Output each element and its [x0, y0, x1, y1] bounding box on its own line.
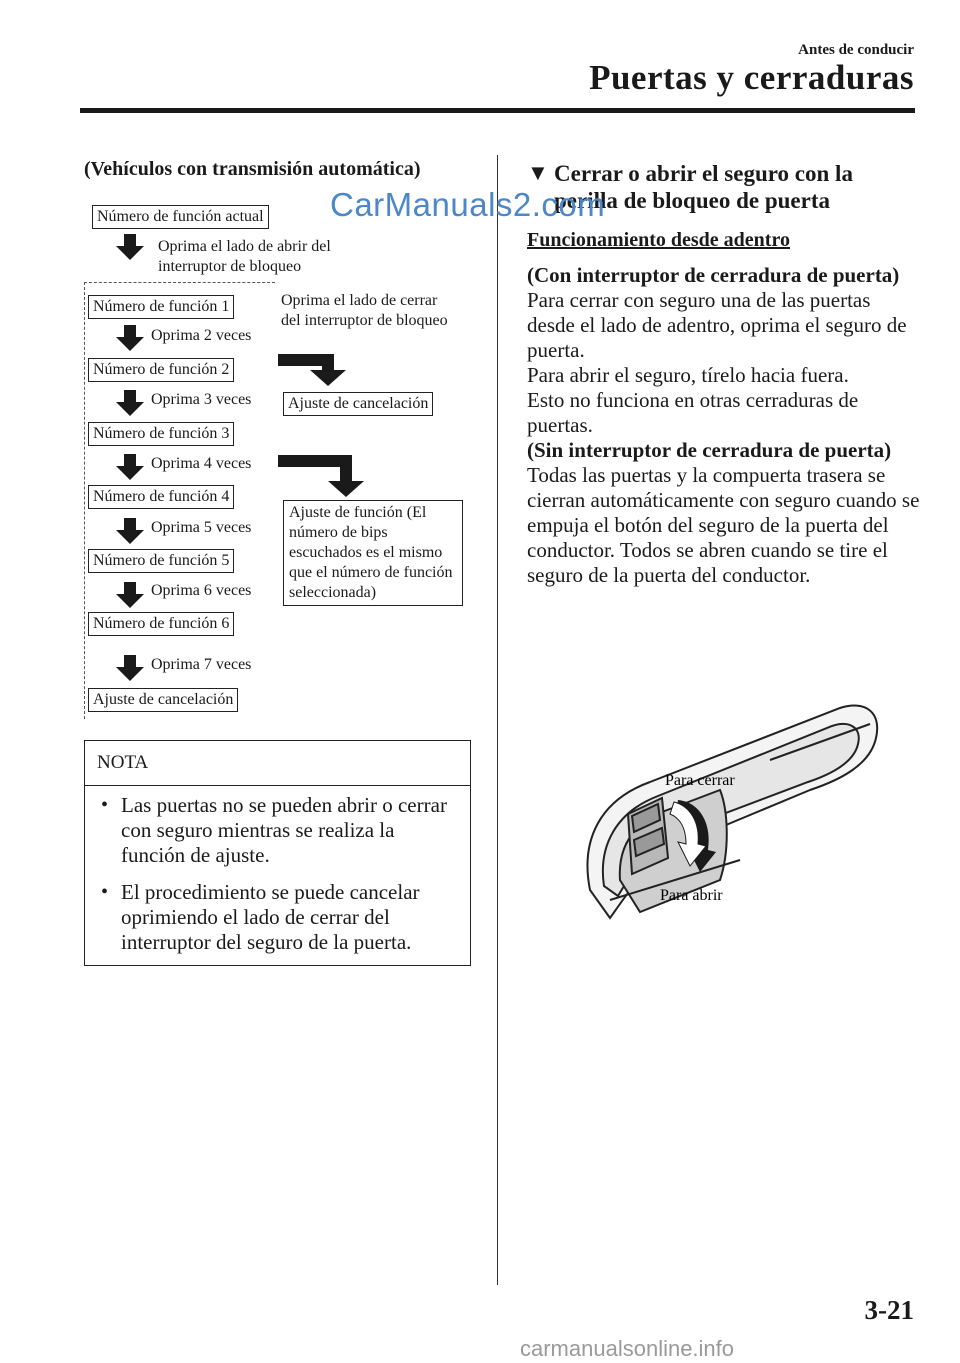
press-label-2: Oprima 2 veces [151, 327, 252, 344]
note-list [95, 793, 460, 967]
paragraph: Para abrir el seguro, tírelo hacia fuera. [527, 363, 849, 387]
note-header [85, 741, 470, 786]
function-box-2: Número de función 2 [88, 358, 234, 382]
left-heading: (Vehículos con transmisión automática) [84, 158, 421, 180]
page-title: Puertas y cerraduras [589, 58, 914, 97]
press-label-4: Oprima 4 veces [151, 455, 252, 472]
section-label: Antes de conducir [798, 42, 914, 58]
section-marker-icon: ▼ [527, 160, 549, 185]
function-box-4: Número de función 4 [88, 485, 234, 509]
note-item: • El procedimiento se puede cancelar oprimiendo el lado de cerrar del interruptor del seguro de la puerta. [95, 880, 460, 955]
press-label-6: Oprima 6 veces [151, 582, 252, 599]
press-label-3: Oprima 3 veces [151, 391, 252, 408]
watermark: CarManuals2.com [330, 186, 606, 223]
function-box-6: Número de función 6 [88, 612, 234, 636]
close-step-label: Oprima el lado de cerrar del interruptor de bloqueo [281, 292, 448, 329]
open-label: Para abrir [660, 887, 723, 904]
press-label-7: Oprima 7 veces [151, 656, 252, 673]
final-cancel-box: Ajuste de cancelación [88, 688, 238, 712]
right-body [527, 263, 922, 588]
note-box [84, 740, 471, 966]
paragraph: Todas las puertas y la compuerta trasera se cierran automáticamente con seguro cuando se empuja el botón del seguro de la puerta del conductor. Todos se abren cuando se tire el seguro de la puerta del conductor. [527, 463, 920, 587]
cancel-setting-box: Ajuste de cancelación [283, 392, 433, 416]
page-number: 3-21 [864, 1295, 914, 1325]
function-setting-box: Ajuste de función (El número de bips escuchados es el mismo que el número de función seleccionada) [283, 500, 463, 606]
close-label: Para cerrar [665, 772, 735, 789]
paragraph: Esto no funciona en otras cerraduras de puertas. [527, 388, 859, 437]
open-step-label: Oprima el lado de abrir del interruptor de bloqueo [158, 238, 331, 275]
paragraph: (Sin interruptor de cerradura de puerta) [527, 438, 892, 462]
paragraph: (Con interruptor de cerradura de puerta) [527, 263, 900, 287]
function-box-5: Número de función 5 [88, 549, 234, 573]
right-heading: Cerrar o abrir el seguro con la perilla de bloqueo de puerta [554, 161, 853, 213]
current-function-box: Número de función actual [92, 205, 269, 229]
note-item: • Las puertas no se pueden abrir o cerrar con seguro mientras se realiza la función de ajuste. [95, 793, 460, 868]
right-subheading: Funcionamiento desde adentro [527, 229, 790, 251]
press-label-5: Oprima 5 veces [151, 519, 252, 536]
footer-watermark: carmanualsonline.info [520, 1336, 735, 1361]
paragraph: Para cerrar con seguro una de las puertas desde el lado de adentro, oprima el seguro de puerta. [527, 288, 907, 362]
elbow-arrow-icon [278, 455, 364, 497]
elbow-arrow-icon [278, 354, 346, 386]
note-title: NOTA [97, 752, 149, 773]
arrow-down-icon [116, 234, 144, 260]
function-box-1: Número de función 1 [88, 295, 234, 319]
function-box-3: Número de función 3 [88, 422, 234, 446]
door-lock-illustration [570, 690, 900, 960]
